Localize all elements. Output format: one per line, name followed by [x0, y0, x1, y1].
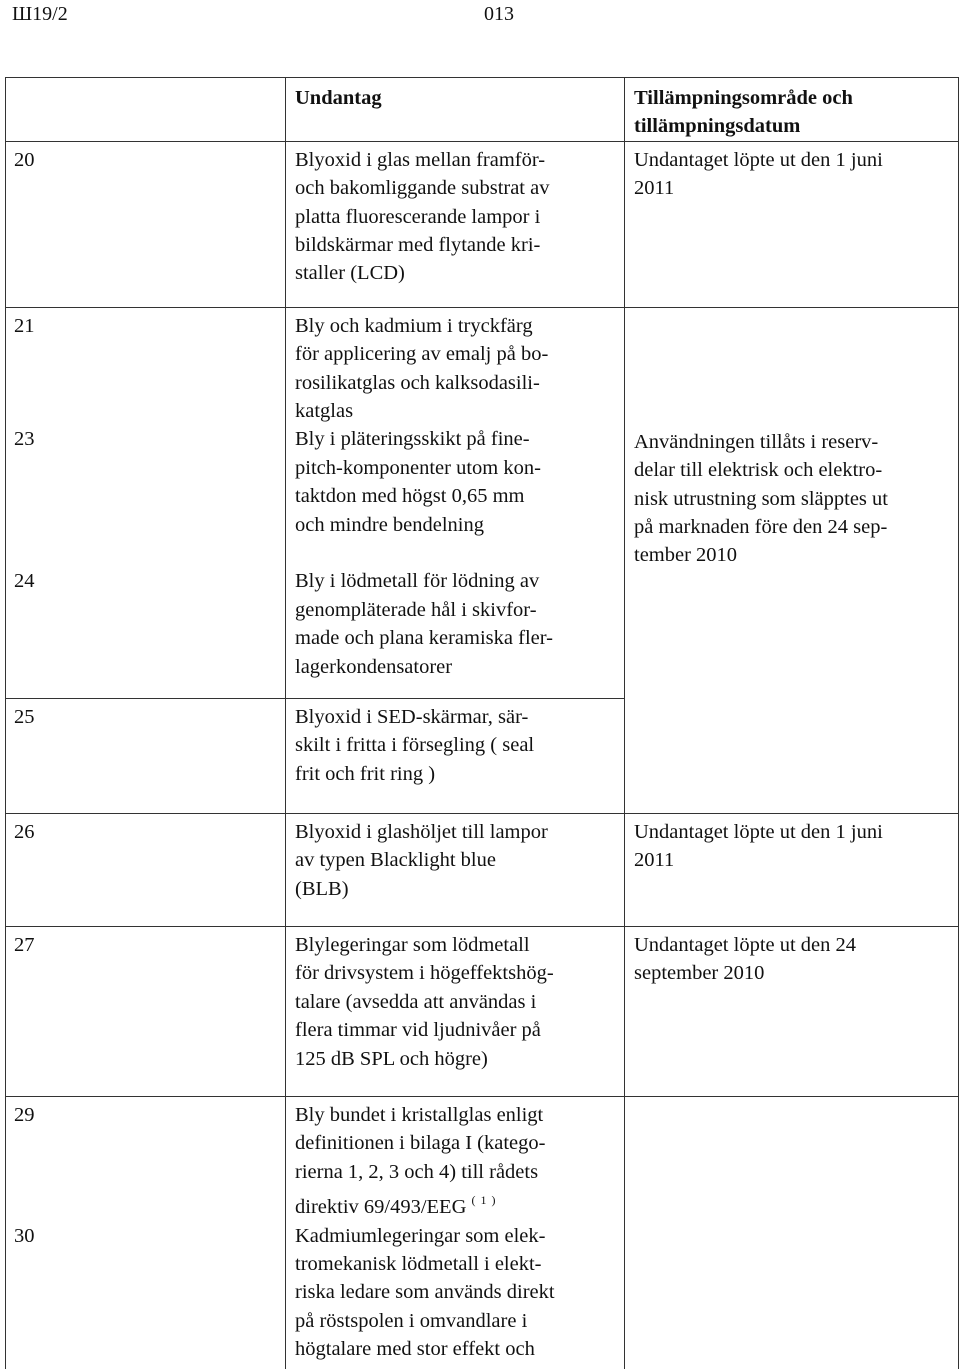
page-reference: Ш19/2 [12, 3, 68, 25]
group-scope-cell [625, 307, 959, 698]
exemption-text-line: skilt i fritta i försegling ( seal [295, 734, 535, 757]
scope-text-line: september 2010 [634, 962, 765, 985]
exemption-text-line: och mindre bendelning [295, 513, 485, 536]
exemption-text-line: Blyoxid i glas mellan framför- [295, 148, 546, 171]
exemption-text-line: Bly och kadmium i tryckfärg [295, 314, 533, 337]
scope-text-line: delar till elektrisk och elektro- [634, 459, 883, 482]
exemption-number: 21 [14, 314, 35, 337]
exemption-text-line: och bakomliggande substrat av [295, 177, 550, 200]
scope-text-line: Undantaget löpte ut den 1 juni [634, 148, 883, 171]
exemption-number: 27 [14, 933, 35, 956]
exemption-text-line: platta fluorescerande lampor i [295, 205, 541, 228]
exemption-text-line: högtalare med stor effekt och [295, 1338, 535, 1361]
footnote-marker: ( 1 ) [471, 1193, 497, 1208]
scope-text-line: Användningen tillåts i reserv- [634, 430, 879, 453]
exemption-text-line: 125 dB SPL och högre) [295, 1047, 488, 1070]
scope-text-line: nisk utrustning som släpptes ut [634, 487, 888, 510]
table-row [6, 1096, 959, 1221]
page-number: 013 [484, 3, 514, 25]
exemption-text-line: lagerkondensatorer [295, 655, 453, 678]
table-row [6, 813, 959, 926]
exemption-text-line: pitch-komponenter utom kon- [295, 456, 541, 479]
table-row [6, 926, 959, 1096]
exemption-text-line: katglas [295, 400, 354, 423]
exemption-text-line: definitionen i bilaga I (katego- [295, 1132, 546, 1155]
exemption-text-line [286, 1186, 624, 1221]
exemption-text-line: made och plana keramiska fler- [295, 627, 553, 650]
exemption-text-line: av typen Blacklight blue [295, 849, 496, 872]
exemption-number: 23 [14, 428, 35, 451]
exemption-text-line: Bly bundet i kristallglas enligt [295, 1103, 544, 1126]
exemption-text-line: rierna 1, 2, 3 och 4) till rådets [295, 1160, 539, 1183]
exemption-text-line: Blyoxid i SED-skärmar, sär- [295, 705, 529, 728]
exemption-text-line: bildskärmar med flytande kri- [295, 234, 541, 257]
scope-text-line: 2011 [634, 177, 675, 200]
exemptions-table [5, 77, 959, 1369]
scope-text-line: 2011 [634, 849, 675, 872]
exemption-text-line: staller (LCD) [295, 262, 405, 285]
exemption-text-line: (BLB) [295, 877, 349, 900]
exemption-text-line: för applicering av emalj på bo- [295, 343, 549, 366]
exemption-number: 25 [14, 705, 35, 728]
exemption-text-line: flera timmar vid ljudnivåer på [295, 1019, 541, 1042]
exemption-number: 24 [14, 570, 35, 593]
exemption-text-line: för drivsystem i högeffektshög- [295, 962, 554, 985]
scope-text-line: tember 2010 [634, 544, 738, 567]
exemption-number: 26 [14, 820, 35, 843]
table-row [6, 141, 959, 307]
scope-text-line: Undantaget löpte ut den 24 [634, 933, 857, 956]
exemption-text-line: riska ledare som används direkt [295, 1281, 555, 1304]
scope-text-line: Undantaget löpte ut den 1 juni [634, 820, 883, 843]
exemption-text-line: Bly i pläteringsskikt på fine- [295, 428, 530, 451]
directive-reference: direktiv 69/493/EEG [295, 1196, 467, 1219]
exemption-text-line: Kadmiumlegeringar som elek- [295, 1224, 546, 1247]
exemption-text-line: Bly i lödmetall för lödning av [295, 570, 540, 593]
table-row [6, 698, 959, 813]
scope-text-line: på marknaden före den 24 sep- [634, 516, 888, 539]
exemption-text-line: genompläterade hål i skivfor- [295, 598, 537, 621]
exemption-number: 20 [14, 148, 35, 171]
exemption-text-line: talare (avsedda att användas i [295, 990, 537, 1013]
exemption-text-line: taktdon med högst 0,65 mm [295, 485, 525, 508]
exemption-text-line: Blylegeringar som lödmetall [295, 933, 530, 956]
exemption-text-line: tromekanisk lödmetall i elekt- [295, 1252, 542, 1275]
exemption-number: 29 [14, 1103, 35, 1126]
table-header-row [6, 78, 959, 142]
exemption-text-line: frit och frit ring ) [295, 762, 436, 785]
exemption-text-line: rosilikatglas och kalksodasili- [295, 371, 540, 394]
exemption-number: 30 [14, 1224, 35, 1247]
table-row [6, 307, 959, 425]
column-header-exception: Undantag [295, 87, 382, 109]
column-header-scope: Tillämpningsområde och tillämpningsdatum [634, 87, 853, 138]
exemption-text-line: på röstspolen i omvandlare i [295, 1309, 528, 1332]
exemption-text-line: Blyoxid i glashöljet till lampor [295, 820, 548, 843]
